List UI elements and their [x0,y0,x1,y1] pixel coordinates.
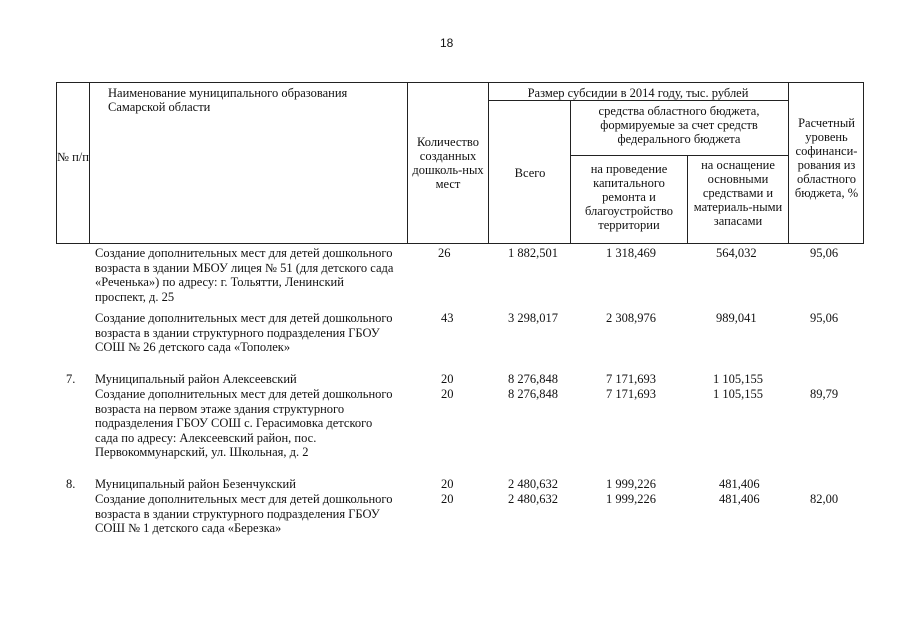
row-total: 8 276,848 [508,387,558,401]
row-no: 7. [66,372,76,386]
row-equipment: 1 105,155 [713,387,763,401]
row-name: Создание дополнительных мест для детей дошкольного возраста в здании структурного подразделения ГБОУ СОШ № 1 детского сада «Березка» [95,492,393,535]
row-places: 20 [441,372,454,386]
row-no: 8. [66,477,76,491]
row-equipment: 481,406 [719,477,760,491]
header-col-equipment: на оснащение основными средствами и материаль-ными запасами [693,158,783,228]
row-repair: 2 308,976 [606,311,656,325]
row-rate: 82,00 [810,492,839,506]
header-col-total: Всего [514,166,546,180]
row-places: 20 [441,387,454,401]
row-places: 20 [441,492,454,506]
header-col-no: № п/п [57,150,89,164]
row-rate: 89,79 [810,387,839,401]
row-repair: 1 999,226 [606,492,656,506]
row-equipment: 989,041 [716,311,757,325]
header-col-name: Наименование муниципального образования Самарской области [108,86,348,114]
row-repair: 7 171,693 [606,387,656,401]
row-total: 1 882,501 [508,246,558,260]
row-name: Создание дополнительных мест для детей дошкольного возраста на первом этаже здания структурного подразделения ГБОУ СОШ с. Герасимовка детского сада по адресу: Алексеевский район, пос. Первокоммунарский, ул. Школьная, д. 2 [95,387,393,459]
row-total: 2 480,632 [508,492,558,506]
header-col-rate: Расчетный уровень софинанси-рования из областного бюджета, % [794,116,859,200]
row-total: 8 276,848 [508,372,558,386]
header-col-federal: средства областного бюджета, формируемые за счет средств федерального бюджета [598,104,760,146]
header-col-places: Количество созданных дошколь-ных мест [412,135,484,191]
page-number: 18 [440,36,454,50]
row-name: Создание дополнительных мест для детей дошкольного возраста в здании структурного подразделения ГБОУ СОШ № 26 детского сада «Тополек» [95,311,393,354]
row-name: Создание дополнительных мест для детей дошкольного возраста в здании МБОУ лицея № 51 (для детского сада «Реченька») по адресу: г. Тольятти, Ленинский проспект, д. 25 [95,246,394,304]
row-equipment: 564,032 [716,246,757,260]
row-rate: 95,06 [810,311,839,325]
header-col-subsidy: Размер субсидии в 2014 году, тыс. рублей [527,86,749,100]
row-name: Муниципальный район Алексеевский [95,372,297,386]
row-repair: 1 318,469 [606,246,656,260]
row-rate: 95,06 [810,246,839,260]
row-places: 43 [441,311,454,325]
row-equipment: 1 105,155 [713,372,763,386]
row-repair: 1 999,226 [606,477,656,491]
row-places: 26 [438,246,451,260]
row-total: 2 480,632 [508,477,558,491]
row-equipment: 481,406 [719,492,760,506]
row-total: 3 298,017 [508,311,558,325]
header-col-repair: на проведение капитального ремонта и благоустройство территории [584,162,674,232]
row-places: 20 [441,477,454,491]
row-name: Муниципальный район Безенчукский [95,477,296,491]
row-repair: 7 171,693 [606,372,656,386]
